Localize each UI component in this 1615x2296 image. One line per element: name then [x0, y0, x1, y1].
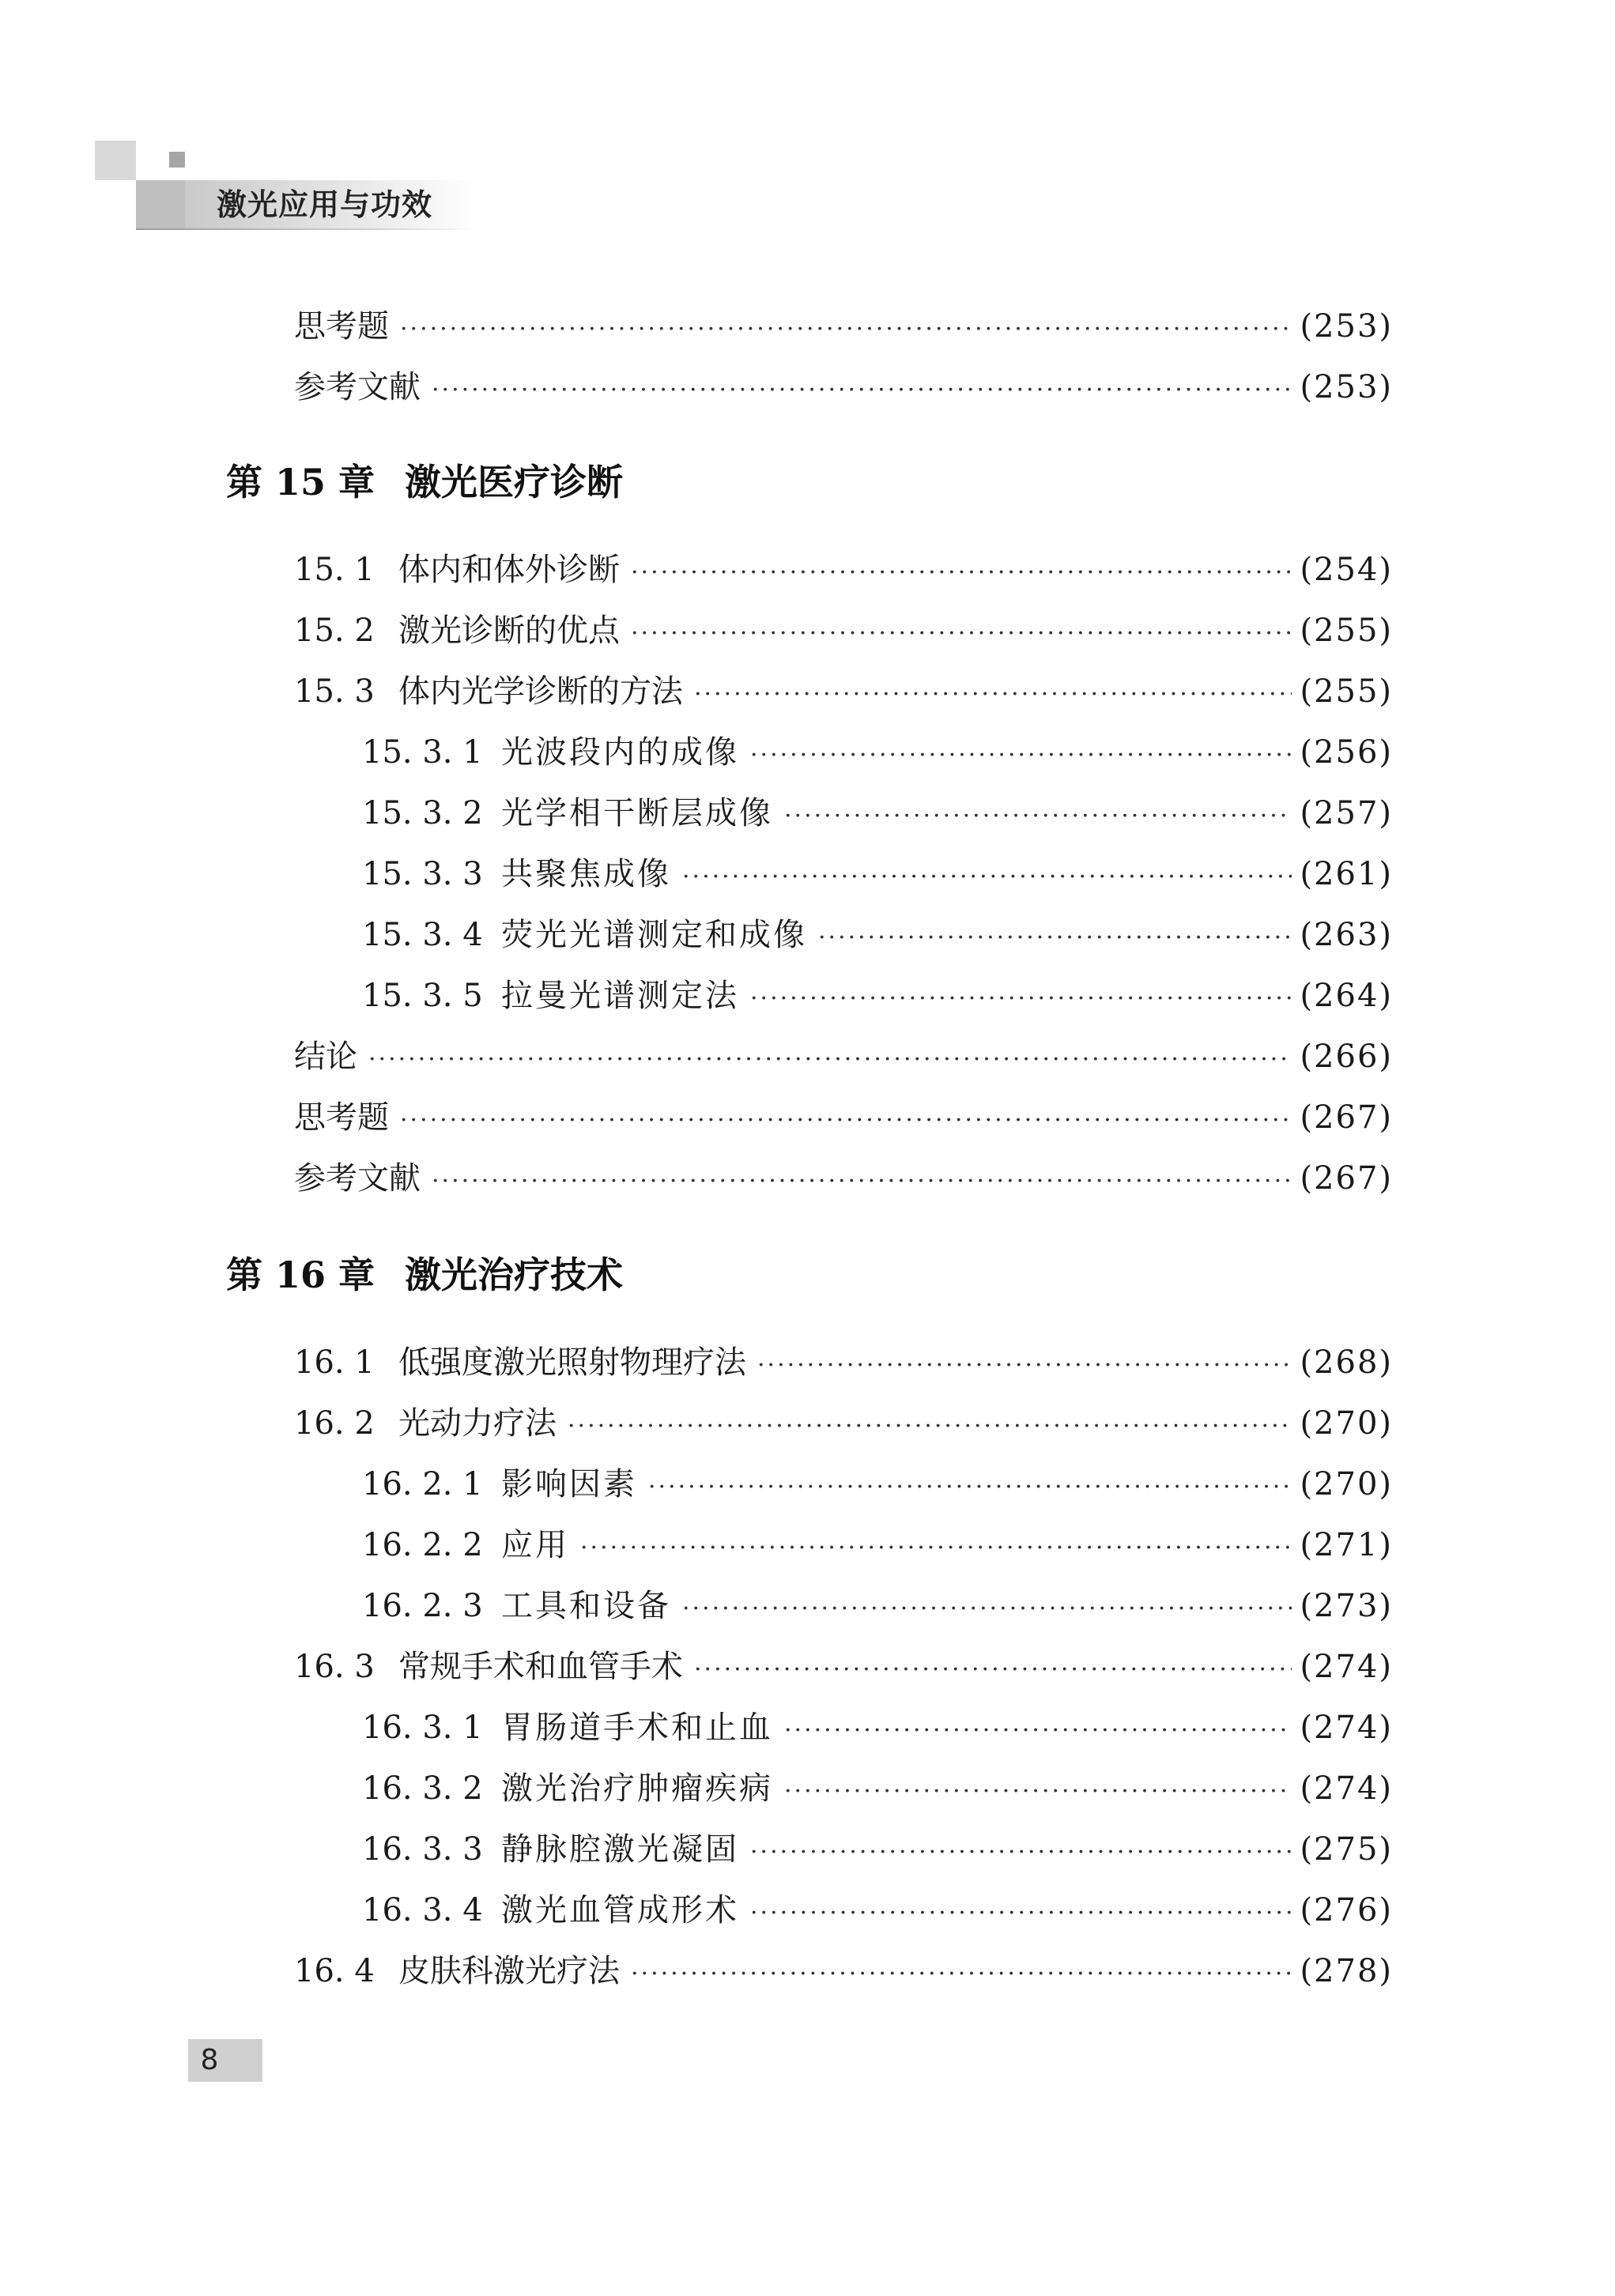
toc-entry[interactable] [294, 1949, 1393, 1993]
toc-leader-dots [750, 977, 1292, 1021]
toc-entry-label: 激光治疗肿瘤疾病 [501, 1770, 773, 1807]
toc-leader-dots [694, 1648, 1292, 1692]
toc-entry-label: 常规手术和血管手术 [398, 1649, 683, 1685]
toc-leader-dots [631, 612, 1292, 656]
toc-entry-label: 光动力疗法 [398, 1405, 557, 1442]
toc-entry[interactable] [294, 1340, 1393, 1385]
toc-entry-page: (264) [1300, 978, 1393, 1014]
toc-entry-number: 15. 1 [294, 552, 375, 588]
toc-entry[interactable] [294, 1035, 1393, 1079]
toc-entry-page: (267) [1300, 1099, 1393, 1136]
toc-entry-number: 15. 2 [294, 613, 375, 649]
toc-leader-dots [568, 1404, 1292, 1449]
toc-entry[interactable] [362, 1888, 1393, 1932]
running-header-title: 激光应用与功效 [217, 187, 433, 222]
toc-entry-page: (276) [1300, 1892, 1393, 1928]
toc-entry[interactable] [294, 669, 1393, 714]
toc-entry-label: 参考文献 [294, 369, 421, 405]
toc-entry[interactable] [294, 1401, 1393, 1446]
toc-leader-dots [757, 1344, 1292, 1388]
toc-entry-label: 激光诊断的优点 [398, 613, 620, 649]
toc-entry[interactable] [362, 852, 1393, 896]
toc-entry-label: 影响因素 [501, 1466, 637, 1502]
toc-entry-page: (253) [1300, 308, 1393, 345]
toc-entry-number: 15. 3. 3 [362, 856, 483, 892]
toc-entry-page: (275) [1300, 1831, 1393, 1868]
toc-entry-page: (255) [1300, 673, 1393, 710]
toc-leader-dots [784, 794, 1292, 839]
toc-entry-label: 光学相干断层成像 [501, 795, 773, 831]
toc-entry[interactable] [362, 974, 1393, 1018]
toc-entry[interactable] [362, 1827, 1393, 1872]
toc-entry[interactable] [362, 1584, 1393, 1628]
toc-leader-dots [432, 1159, 1292, 1204]
toc-entry-label: 参考文献 [294, 1160, 421, 1197]
toc-entry[interactable] [362, 1462, 1393, 1506]
toc-entry-number: 16. 3. 4 [362, 1892, 483, 1928]
toc-leader-dots [368, 1038, 1292, 1082]
toc-entry[interactable] [294, 548, 1393, 592]
toc-entry-label: 共聚焦成像 [501, 856, 671, 892]
toc-entry[interactable] [362, 913, 1393, 957]
chapter-heading-15[interactable] [226, 454, 623, 510]
toc-entry-page: (270) [1300, 1466, 1393, 1502]
toc-entry-label: 体内和体外诊断 [398, 552, 620, 588]
toc-entry-label: 皮肤科激光疗法 [398, 1953, 620, 1989]
toc-entry-number: 16. 3. 1 [362, 1710, 483, 1746]
toc-entry[interactable] [362, 1766, 1393, 1811]
toc-entry-page: (274) [1300, 1649, 1393, 1685]
toc-entry-number: 16. 2. 3 [362, 1588, 483, 1624]
toc-entry-number: 15. 3. 1 [362, 734, 483, 771]
toc-entry-label: 荧光光谱测定和成像 [501, 917, 807, 953]
toc-entry-label: 体内光学诊断的方法 [398, 673, 683, 710]
toc-entry-number: 16. 3. 3 [362, 1831, 483, 1868]
header-decoration-block [136, 180, 185, 229]
toc-entry-number: 16. 3 [294, 1649, 375, 1685]
toc-entry[interactable] [362, 1706, 1393, 1750]
toc-leader-dots [631, 1952, 1292, 1996]
toc-leader-dots [648, 1465, 1292, 1510]
toc-entry-label: 光波段内的成像 [501, 734, 739, 771]
toc-leader-dots [784, 1770, 1292, 1814]
header-rule [136, 228, 477, 230]
toc-entry[interactable] [362, 1523, 1393, 1567]
toc-entry-label: 结论 [294, 1039, 357, 1075]
toc-entry-number: 15. 3. 5 [362, 978, 483, 1014]
toc-entry-number: 16. 4 [294, 1953, 375, 1989]
toc-entry-page: (278) [1300, 1953, 1393, 1989]
toc-entry[interactable] [294, 304, 1393, 349]
toc-leader-dots [750, 1891, 1292, 1936]
chapter-title: 激光医疗诊断 [405, 461, 623, 503]
toc-entry-page: (273) [1300, 1588, 1393, 1624]
toc-entry-page: (266) [1300, 1039, 1393, 1075]
toc-leader-dots [580, 1526, 1292, 1570]
toc-entry-page: (255) [1300, 613, 1393, 649]
page-number: 8 [200, 2044, 219, 2076]
header-decoration-square [169, 152, 185, 168]
toc-entry-page: (253) [1300, 369, 1393, 405]
toc-entry[interactable] [294, 1156, 1393, 1201]
toc-entry-label: 拉曼光谱测定法 [501, 978, 739, 1014]
toc-entry-page: (256) [1300, 734, 1393, 771]
toc-entry-label: 胃肠道手术和止血 [501, 1710, 773, 1746]
toc-entry-page: (254) [1300, 552, 1393, 588]
toc-entry-label: 工具和设备 [501, 1588, 671, 1624]
toc-entry-page: (274) [1300, 1710, 1393, 1746]
toc-entry-number: 16. 3. 2 [362, 1770, 483, 1807]
toc-entry[interactable] [294, 365, 1393, 409]
toc-entry-number: 15. 3 [294, 673, 375, 710]
header-decoration-block [95, 141, 136, 180]
toc-leader-dots [400, 1099, 1292, 1143]
toc-entry-page: (263) [1300, 917, 1393, 953]
toc-entry-number: 16. 1 [294, 1344, 375, 1381]
toc-leader-dots [682, 855, 1292, 899]
toc-entry-number: 16. 2. 1 [362, 1466, 483, 1502]
toc-entry-label: 激光血管成形术 [501, 1892, 739, 1928]
toc-entry[interactable] [362, 730, 1393, 775]
toc-leader-dots [400, 307, 1292, 352]
toc-entry[interactable] [294, 609, 1393, 653]
toc-leader-dots [750, 733, 1292, 778]
toc-leader-dots [682, 1587, 1292, 1631]
toc-entry[interactable] [294, 1095, 1393, 1140]
toc-entry-label: 思考题 [294, 308, 389, 345]
toc-entry-page: (274) [1300, 1770, 1393, 1807]
toc-entry-label: 应用 [501, 1527, 569, 1563]
toc-entry-page: (271) [1300, 1527, 1393, 1563]
toc-leader-dots [818, 916, 1292, 960]
toc-entry-page: (257) [1300, 795, 1393, 831]
toc-entry-page: (261) [1300, 856, 1393, 892]
chapter-number: 第 16 章 [226, 1254, 375, 1296]
toc-entry[interactable] [294, 1645, 1393, 1689]
toc-leader-dots [432, 368, 1292, 413]
toc-entry-page: (267) [1300, 1160, 1393, 1197]
chapter-number: 第 15 章 [226, 461, 375, 503]
toc-entry-label: 思考题 [294, 1099, 389, 1136]
toc-entry-number: 15. 3. 4 [362, 917, 483, 953]
toc-entry-page: (268) [1300, 1344, 1393, 1381]
toc-entry-page: (270) [1300, 1405, 1393, 1442]
toc-entry[interactable] [362, 791, 1393, 835]
toc-leader-dots [750, 1830, 1292, 1875]
toc-entry-label: 低强度激光照射物理疗法 [398, 1344, 746, 1381]
toc-entry-number: 16. 2 [294, 1405, 375, 1442]
toc-entry-label: 静脉腔激光凝固 [501, 1831, 739, 1868]
toc-entry-number: 16. 2. 2 [362, 1527, 483, 1563]
chapter-heading-16[interactable] [226, 1247, 623, 1303]
toc-leader-dots [694, 673, 1292, 717]
toc-entry-number: 15. 3. 2 [362, 795, 483, 831]
toc-leader-dots [631, 551, 1292, 595]
page-number-tab [188, 2039, 262, 2082]
toc-leader-dots [784, 1709, 1292, 1753]
chapter-title: 激光治疗技术 [405, 1254, 623, 1296]
